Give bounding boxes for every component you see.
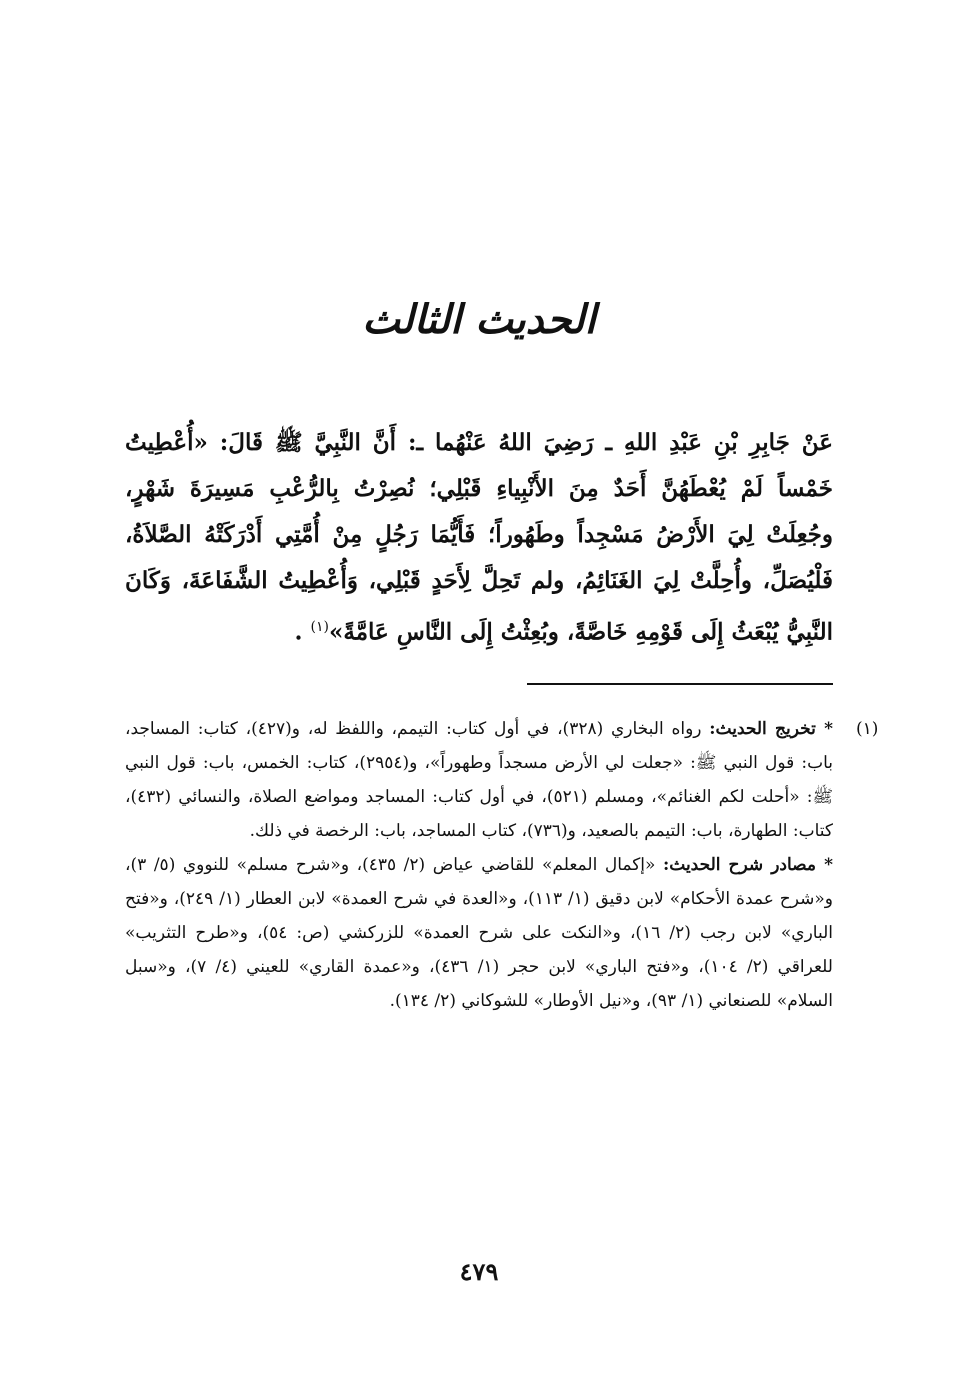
footnotes-block (125, 712, 879, 1018)
footnote-separator (527, 683, 833, 685)
footnote-reference: (١) (310, 619, 329, 635)
chapter-title: الحديث الثالث (362, 296, 596, 343)
masadir-paragraph (125, 848, 833, 1018)
takhrij-text: رواه البخاري (٣٢٨)، في أول كتاب: التيمم، واللفظ له، و(٤٢٧)، كتاب: المساجد، باب: قول النبي ﷺ: «جعلت لي الأرض مسجداً وطهوراً»، و(٢٩٥٤)، كتاب: الخمس، باب: قول النبي ﷺ: «أحلت لكم الغنائم»، ومسلم (٥٢١)، في أول كتاب: المساجد ومواضع الصلاة، والنسائي (٤٣٢)، كتاب: الطهارة، باب: التيمم بالصعيد، و(٧٣٦)، كتاب المساجد، باب: الرخصة في ذلك. (125, 719, 834, 841)
hadith-text-block (125, 420, 833, 656)
takhrij-label: * تخريج الحديث: (709, 719, 833, 739)
masadir-label: * مصادر شرح الحديث: (662, 855, 833, 875)
hadith-end-mark: . (294, 618, 311, 646)
takhrij-paragraph (125, 712, 833, 848)
footnote-number: (١) (856, 719, 879, 739)
hadith-text: عَنْ جَابِرِ بْنِ عَبْدِ اللهِ ـ رَضِيَ اللهُ عَنْهُما ـ: أَنَّ النَّبِيَّ ﷺ قَالَ: «أُعْطِيتُ خَمْساً لَمْ يُعْطَهُنَّ أَحَدٌ مِنَ الأَنْبِياءِ قَبْلِي؛ نُصِرْتُ بِالرُّعْبِ مَسِيرَةَ شَهْرٍ، وجُعِلَتْ لِيَ الأَرْضُ مَسْجِداً وطَهُوراً؛ فَأَيُّمَا رَجُلٍ مِنْ أُمَّتِي أَدْرَكَتْهُ الصَّلاَةُ، فَلْيُصَلِّ، وأُحِلَّتْ لِيَ الغَنَائِمُ، ولم تَحِلَّ لِأَحَدٍ قَبْلِي، وَأُعْطِيتُ الشَّفَاعَةَ، وَكَانَ النَّبِيُّ يُبْعَثُ إِلَى قَوْمِهِ خَاصَّةً، وبُعِثْتُ إِلَى النَّاسِ عَامَّةً» (125, 429, 833, 646)
masadir-text: «إكمال المعلم» للقاضي عياض (٢/ ٤٣٥)، و«شرح مسلم» للنووي (٥/ ٣)، و«شرح عمدة الأحكام» لابن دقيق (١/ ١١٣)، و«العدة في شرح العمدة» لابن العطار (١/ ٢٤٩)، و«فتح الباري» لابن رجب (٢/ ١٦)، و«النكت على شرح العمدة» للزركشي (ص: ٥٤)، و«طرح التثريب» للعراقي (٢/ ١٠٤)، و«فتح الباري» لابن حجر (١/ ٤٣٦)، و«عمدة القاري» للعيني (٤/ ٧)، و«سبل السلام» للصنعاني (١/ ٩٣)، و«نيل الأوطار» للشوكاني (٢/ ١٣٤). (125, 855, 833, 1011)
page-number: ٤٧٩ (459, 1257, 499, 1286)
